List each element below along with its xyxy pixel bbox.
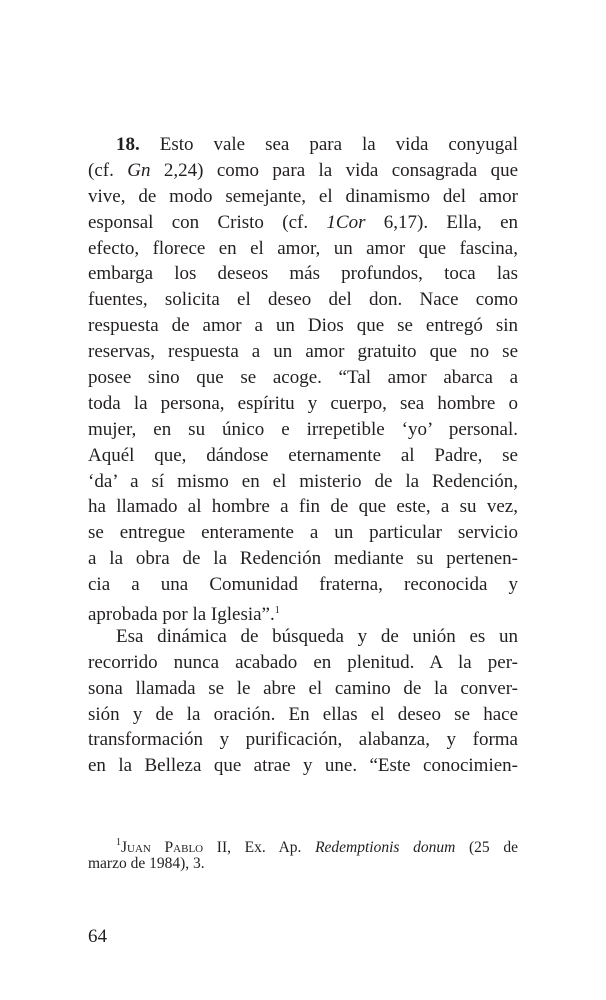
text-segment: Esa dinámica de búsqueda y de unión es un — [116, 625, 518, 647]
text-segment: a la obra de la Redención mediante su pertenen- — [88, 548, 518, 570]
footnote-line — [88, 853, 518, 874]
page-number: 64 — [88, 926, 107, 947]
body-line — [88, 702, 518, 728]
text-segment: cia a una Comunidad fraterna, reconocida y — [88, 574, 518, 596]
text-segment: transformación y purificación, alabanza, y forma — [88, 729, 518, 751]
text-segment: vive, de modo semejante, el dinamismo del amor — [88, 185, 518, 207]
body-line — [88, 676, 518, 702]
text-segment: 6,17). Ella, en — [365, 211, 518, 233]
text-segment: sión y de la oración. En ellas el deseo se hace — [88, 703, 518, 725]
body-text — [88, 132, 518, 779]
text-segment: sona llamada se le abre el camino de la conver- — [88, 677, 518, 699]
footnote-marker: 1 — [116, 837, 121, 848]
body-line — [88, 494, 518, 520]
italic-text: 1Cor — [326, 211, 366, 233]
text-segment: reservas, respuesta a un amor gratuito que no se — [88, 341, 518, 363]
text-segment: toda la persona, espíritu y cuerpo, sea hombre o — [88, 392, 518, 414]
footnote-marker: 1 — [274, 605, 280, 617]
body-line — [88, 158, 518, 184]
body-line — [88, 261, 518, 287]
body-line — [88, 287, 518, 313]
text-segment: 18. — [116, 134, 140, 155]
body-line — [88, 417, 518, 443]
text-segment: mujer, en su único e irrepetible ‘yo’ personal. — [88, 418, 518, 440]
body-line — [88, 443, 518, 469]
text-segment: (cf. — [88, 159, 128, 181]
body-line — [88, 236, 518, 262]
body-line — [88, 132, 518, 158]
body-line — [88, 391, 518, 417]
body-line — [88, 753, 518, 779]
body-line — [88, 313, 518, 339]
footnote-line — [88, 832, 518, 856]
footnote — [88, 832, 518, 874]
text-segment: ha llamado al hombre a fin de que este, a su vez, — [88, 496, 518, 518]
text-segment: II, Ex. Ap. — [203, 839, 316, 856]
text-segment: respuesta de amor a un Dios que se entregó sin — [88, 315, 518, 337]
body-line — [88, 650, 518, 676]
text-segment: se entregue enteramente a un particular servicio — [88, 522, 518, 544]
text-segment: recorrido nunca acabado en plenitud. A la per- — [88, 651, 518, 673]
body-line — [88, 469, 518, 495]
italic-text: Gn — [127, 159, 151, 181]
text-segment: marzo de 1984), 3. — [88, 855, 205, 872]
body-line — [88, 546, 518, 572]
body-line — [88, 184, 518, 210]
body-line — [88, 520, 518, 546]
body-line — [88, 598, 518, 624]
text-segment: aprobada por la Iglesia”. — [88, 604, 275, 626]
text-segment: posee sino que se acoge. “Tal amor abarca a — [88, 367, 518, 389]
body-line — [88, 339, 518, 365]
text-segment: esponsal con Cristo (cf. — [88, 211, 327, 233]
text-segment: fuentes, solicita el deseo del don. Nace como — [88, 289, 518, 311]
text-segment: Esto vale sea para la vida conyugal — [139, 134, 518, 155]
text-segment: embarga los deseos más profundos, toca las — [88, 263, 518, 285]
text-segment: (25 de — [455, 839, 518, 856]
italic-text: Redemptionis donum — [315, 839, 456, 856]
text-segment: efecto, florece en el amor, un amor que fascina, — [88, 237, 518, 259]
text-segment: en la Belleza que atrae y une. “Este conocimien- — [88, 755, 518, 777]
body-line — [88, 365, 518, 391]
body-line — [88, 624, 518, 650]
text-segment: 2,24) como para la vida consagrada que — [150, 159, 518, 181]
text-segment: ‘da’ a sí mismo en el misterio de la Redención, — [88, 470, 518, 492]
body-line — [88, 572, 518, 598]
body-line — [88, 210, 518, 236]
text-segment: Juan Pablo — [121, 839, 204, 856]
body-line — [88, 727, 518, 753]
text-segment: Aquél que, dándose eternamente al Padre, se — [88, 444, 518, 466]
